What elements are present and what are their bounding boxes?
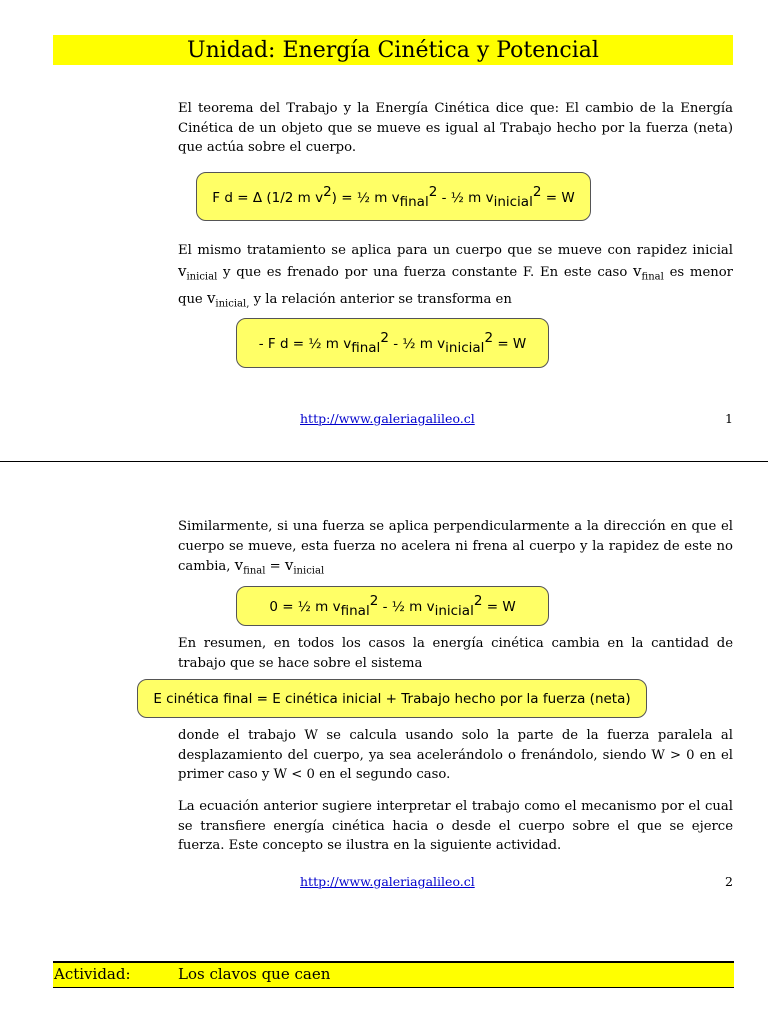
formula-braking xyxy=(236,318,549,368)
formula-text: - F d = ½ m $v_{final}^2$ - ½ m $v_{inicial}^2 = W$ xyxy=(258,330,527,356)
page-number: 1 xyxy=(725,411,733,426)
activity-label: Actividad: xyxy=(54,965,131,983)
formula-energy-balance xyxy=(137,679,647,718)
formula-perpendicular xyxy=(236,586,549,626)
page-title: Unidad: Energía Cinética y Potencial xyxy=(53,35,733,65)
page-divider xyxy=(0,461,768,462)
activity-header xyxy=(53,961,734,988)
website-link[interactable]: http://www.galeriagalileo.cl xyxy=(300,411,475,426)
paragraph-perpendicular-force: Similarmente, si una fuerza se aplica perpendicularmente a la dirección en que el cuerpo se mueve, esta fuerza no acelera ni frena al cuerpo y la rapidez de este no cambia, $v_{final} = v_{inicial}$ xyxy=(178,519,733,577)
paragraph-interpretation: La ecuación anterior sugiere interpretar el trabajo como el mecanismo por el cual se transfiere energía cinética hacia o desde el cuerpo sobre el que se ejerce fuerza. Este concepto se ilustra en la siguiente actividad. xyxy=(178,799,733,853)
paragraph-braking: El mismo tratamiento se aplica para un cuerpo que se mueve con rapidez inicial $v_{inicial}$ y que es frenado por una fuerza constante F. En este caso $v_{final}$ es menor que $v_{inicial,}$ y la relación anterior se transforma en xyxy=(178,243,733,310)
activity-title: Los clavos que caen xyxy=(178,965,331,983)
page-number: 2 xyxy=(725,874,733,889)
website-link[interactable]: http://www.galeriagalileo.cl xyxy=(300,874,475,889)
formula-text: 0 = ½ m $v_{final}^2$ - ½ m $v_{inicial}^2 = W$ xyxy=(269,593,516,619)
paragraph-summary: En resumen, en todos los casos la energía cinética cambia en la cantidad de trabajo que se hace sobre el sistema xyxy=(178,636,733,671)
formula-text: E cinética final = E cinética inicial + Trabajo hecho por la fuerza (neta) xyxy=(153,690,631,707)
formula-work-energy xyxy=(196,172,591,221)
paragraph-work-energy-theorem: El teorema del Trabajo y la Energía Cinética dice que: El cambio de la Energía Cinética de un objeto que se mueve es igual al Trabajo hecho por la fuerza (neta) que actúa sobre el cuerpo. xyxy=(178,101,733,155)
paragraph-work-definition: donde el trabajo W se calcula usando solo la parte de la fuerza paralela al desplazamiento del cuerpo, ya sea acelerándolo o frenándolo, siendo W > 0 en el primer caso y W < 0 en el segundo caso. xyxy=(178,728,733,782)
formula-text: F d = Δ (1/2 m $v^2$) = ½ m $v_{final}^2$ - ½ m $v_{inicial}^2 = W$ xyxy=(212,183,575,210)
